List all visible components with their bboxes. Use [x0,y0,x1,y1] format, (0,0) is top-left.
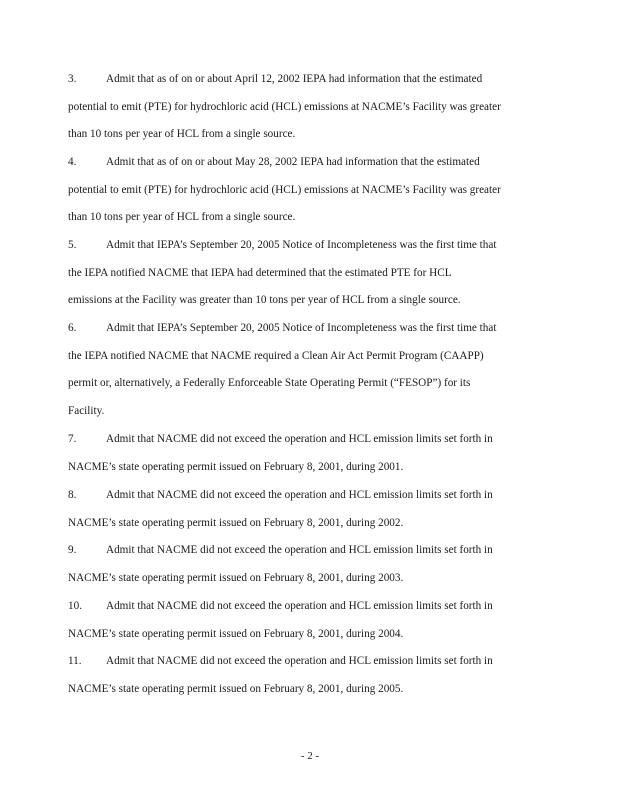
paragraph-number: 5. [68,239,77,251]
paragraph-line: Facility. [68,404,105,417]
paragraph-line: 3. Admit that as of on or about April 12, 2002 IEPA had information that the estimated [68,66,548,94]
paragraph-6 [68,315,548,425]
paragraph-line: NACME’s state operating permit issued on February 8, 2001, during 2005. [68,682,404,695]
paragraph-line: permit or, alternatively, a Federally Enforceable State Operating Permit (“FESOP”) for its [68,377,471,390]
paragraph-3 [68,66,548,149]
paragraph-number: 8. [68,489,77,501]
paragraph-number: 6. [68,322,77,334]
paragraph-line: 9. Admit that NACME did not exceed the operation and HCL emission limits set forth in [68,537,548,565]
paragraph-line: potential to emit (PTE) for hydrochloric acid (HCL) emissions at NACME’s Facility was greater [68,100,501,113]
paragraph-line: NACME’s state operating permit issued on February 8, 2001, during 2002. [68,516,404,529]
paragraph-line: the IEPA notified NACME that NACME required a Clean Air Act Permit Program (CAAPP) [68,349,484,362]
paragraph-line: 7. Admit that NACME did not exceed the operation and HCL emission limits set forth in [68,426,548,454]
paragraph-number: 3. [68,73,77,85]
paragraph-10 [68,593,548,648]
paragraph-line: emissions at the Facility was greater than 10 tons per year of HCL from a single source. [68,294,461,307]
paragraph-line: NACME’s state operating permit issued on February 8, 2001, during 2004. [68,627,404,640]
paragraph-9 [68,537,548,592]
page-number: - 2 - [300,750,320,762]
paragraph-5 [68,232,548,315]
paragraph-line: NACME’s state operating permit issued on February 8, 2001, during 2001. [68,460,404,473]
paragraph-line: 6. Admit that IEPA’s September 20, 2005 Notice of Incompleteness was the first time that [68,315,548,343]
paragraph-number: 11. [68,655,82,667]
paragraph-line: than 10 tons per year of HCL from a single source. [68,128,296,141]
paragraph-line: than 10 tons per year of HCL from a single source. [68,211,296,224]
paragraph-number: 7. [68,433,77,445]
paragraph-number: 4. [68,156,77,168]
paragraph-7 [68,426,548,481]
paragraph-number: 10. [68,600,82,612]
paragraph-line: 10. Admit that NACME did not exceed the operation and HCL emission limits set forth in [68,593,548,621]
paragraph-line: NACME’s state operating permit issued on February 8, 2001, during 2003. [68,571,404,584]
paragraph-line: 8. Admit that NACME did not exceed the operation and HCL emission limits set forth in [68,482,548,510]
paragraph-line: the IEPA notified NACME that IEPA had determined that the estimated PTE for HCL [68,266,452,279]
paragraph-line: 11. Admit that NACME did not exceed the operation and HCL emission limits set forth in [68,648,548,676]
paragraph-line: 5. Admit that IEPA’s September 20, 2005 Notice of Incompleteness was the first time that [68,232,548,260]
paragraph-number: 9. [68,544,77,556]
paragraph-line: 4. Admit that as of on or about May 28, 2002 IEPA had information that the estimated [68,149,548,177]
paragraph-11 [68,648,548,703]
paragraph-8 [68,482,548,537]
paragraph-4 [68,149,548,232]
paragraph-line: potential to emit (PTE) for hydrochloric acid (HCL) emissions at NACME’s Facility was greater [68,183,501,196]
